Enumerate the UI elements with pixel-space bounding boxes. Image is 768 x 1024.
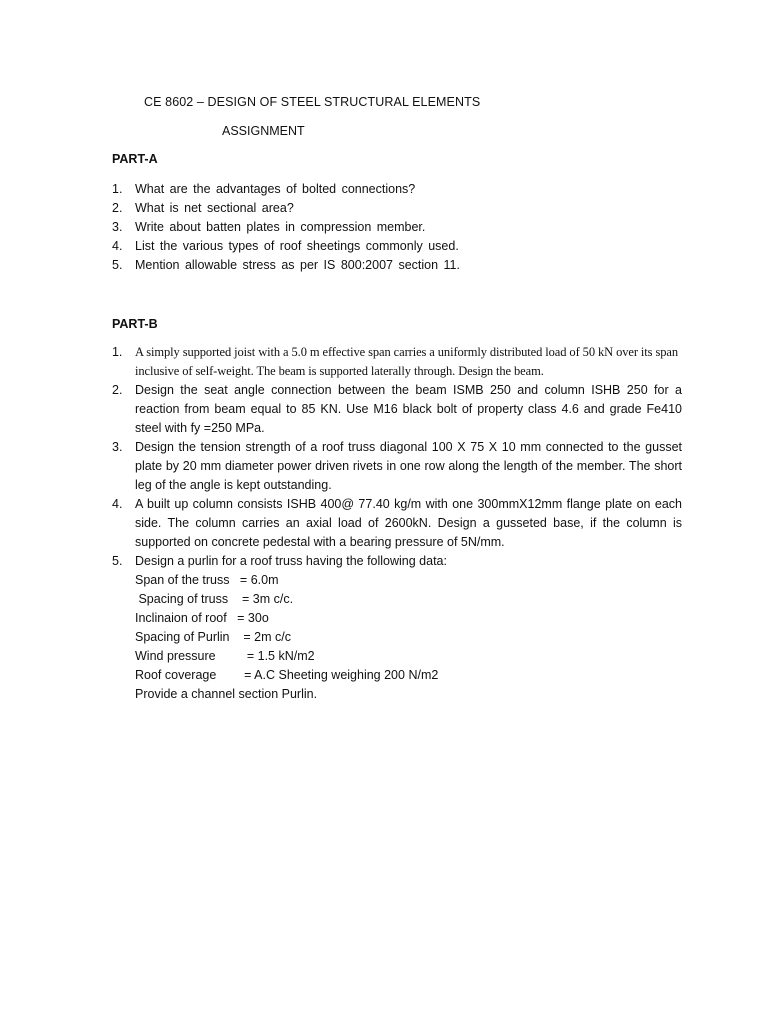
question-item bbox=[112, 552, 682, 704]
question-item bbox=[112, 218, 682, 237]
question-item bbox=[112, 438, 682, 495]
document-subtitle: ASSIGNMENT bbox=[222, 124, 305, 138]
question-text: A built up column consists ISHB 400@ 77.40 kg/m with one 300mmX12mm flange plate on each side. The column carries an axial load of 2600kN. Design a gusseted base, if the column is supported on concrete pedestal with a bearing pressure of 5N/mm. bbox=[135, 497, 682, 549]
document-title: CE 8602 – DESIGN OF STEEL STRUCTURAL ELEMENTS bbox=[144, 95, 481, 109]
question-text: Write about batten plates in compression member. bbox=[135, 220, 426, 234]
purlin-data-row: Inclinaion of roof = 30o bbox=[135, 611, 269, 625]
purlin-data-row: Spacing of Purlin = 2m c/c bbox=[135, 630, 291, 644]
purlin-data-row: Roof coverage = A.C Sheeting weighing 200 N/m2 bbox=[135, 668, 439, 682]
purlin-data-row: Spacing of truss = 3m c/c. bbox=[135, 592, 294, 606]
question-text: List the various types of roof sheetings commonly used. bbox=[135, 239, 459, 253]
part-a-heading: PART-A bbox=[112, 152, 158, 166]
purlin-data-row: Span of the truss = 6.0m bbox=[135, 573, 279, 587]
question-number: 1. bbox=[112, 182, 123, 196]
question-number: 2. bbox=[112, 201, 123, 215]
question-item bbox=[112, 343, 682, 381]
question-text: What are the advantages of bolted connections? bbox=[135, 182, 416, 196]
purlin-data-row: Wind pressure = 1.5 kN/m2 bbox=[135, 649, 315, 663]
question-number: 2. bbox=[112, 383, 123, 397]
question-text: Design the tension strength of a roof truss diagonal 100 X 75 X 10 mm connected to the gusset plate by 20 mm diameter power driven rivets in one row along the length of the member. The short leg of the angle is kept outstanding. bbox=[135, 440, 682, 492]
part-b-heading: PART-B bbox=[112, 317, 158, 331]
question-number: 1. bbox=[112, 345, 123, 359]
question-text: Design a purlin for a roof truss having the following data: bbox=[135, 554, 447, 568]
question-number: 3. bbox=[112, 220, 123, 234]
question-number: 5. bbox=[112, 554, 123, 568]
question-number: 4. bbox=[112, 497, 123, 511]
question-text: Design the seat angle connection between the beam ISMB 250 and column ISHB 250 for a reaction from beam equal to 85 KN. Use M16 black bolt of property class 4.6 and grade Fe410 steel with fy =250 MPa. bbox=[135, 383, 682, 435]
question-text: Mention allowable stress as per IS 800:2007 section 11. bbox=[135, 258, 460, 272]
question-item bbox=[112, 199, 682, 218]
purlin-closing-line: Provide a channel section Purlin. bbox=[135, 687, 318, 701]
part-b-questions bbox=[112, 343, 682, 704]
question-text: What is net sectional area? bbox=[135, 201, 294, 215]
question-item bbox=[112, 180, 682, 199]
question-item bbox=[112, 495, 682, 552]
question-number: 5. bbox=[112, 258, 123, 272]
question-text: A simply supported joist with a 5.0 m effective span carries a uniformly distributed load of 50 kN over its span inclusive of self-weight. The beam is supported laterally through. Design the beam. bbox=[135, 345, 678, 378]
question-item bbox=[112, 256, 682, 275]
question-item bbox=[112, 237, 682, 256]
part-a-questions bbox=[112, 180, 682, 275]
question-number: 3. bbox=[112, 440, 123, 454]
question-number: 4. bbox=[112, 239, 123, 253]
question-item bbox=[112, 381, 682, 438]
purlin-data-table bbox=[135, 571, 682, 704]
